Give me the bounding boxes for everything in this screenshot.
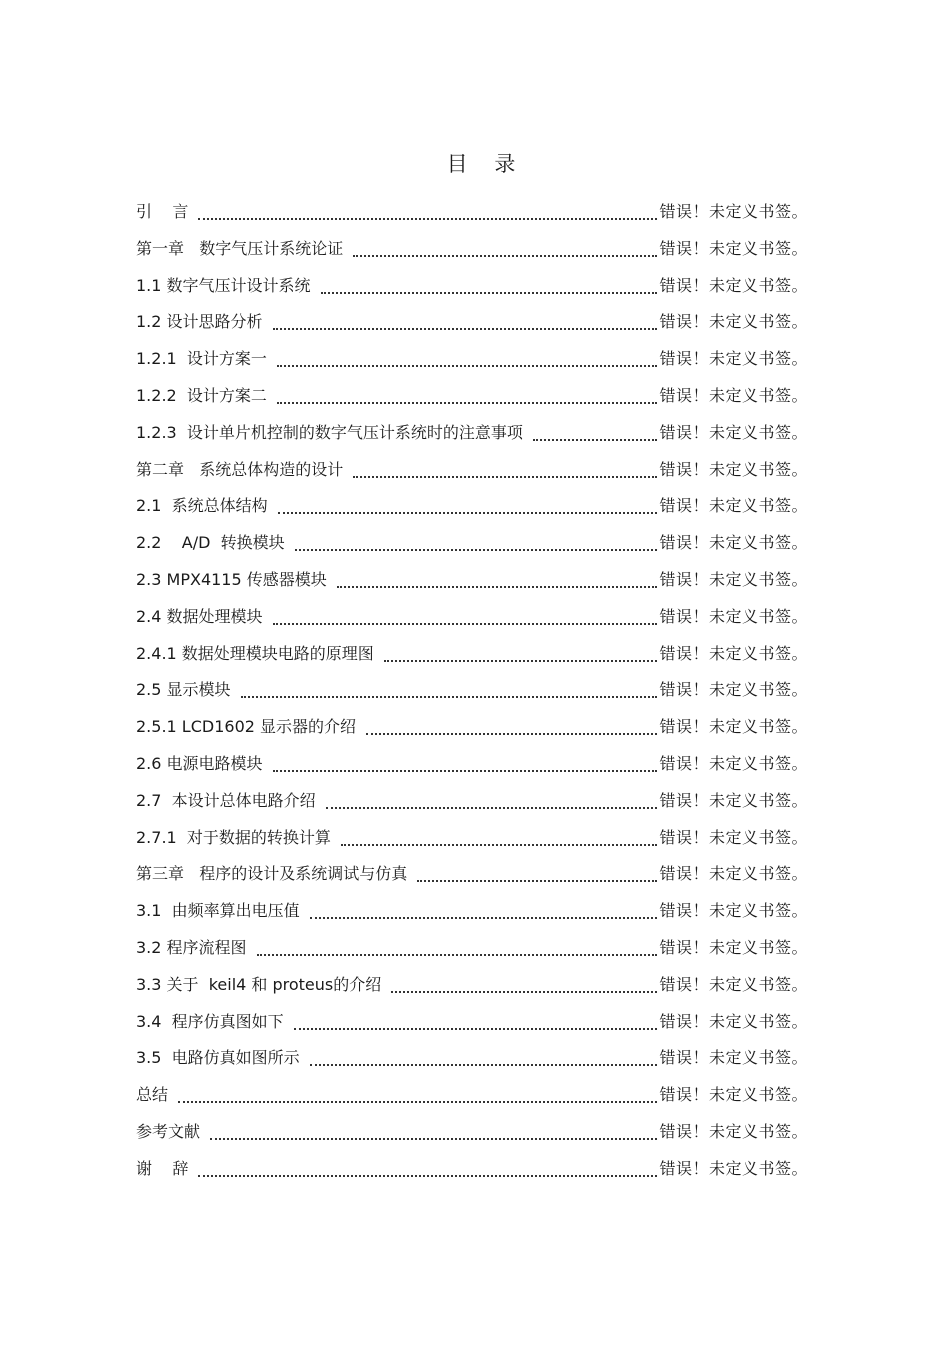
toc-dot-leader [241, 680, 658, 698]
toc-entry-label: 引 言 [136, 202, 189, 221]
toc-entry-label: 1.2.2 设计方案二 [136, 385, 267, 405]
toc-entry-label: 3.4 程序仿真图如下 [136, 1011, 284, 1031]
toc-entry-page-ref: 错误！未定义书签。 [659, 533, 808, 553]
toc-entry-page-ref: 错误！未定义书签。 [659, 275, 808, 295]
toc-entry-label: 3.3 关于 keil4 和 proteus的介绍 [136, 974, 382, 994]
toc-entry-page-ref: 错误！未定义书签。 [659, 864, 808, 884]
toc-entry-page-ref: 错误！未定义书签。 [659, 717, 808, 737]
toc-entry[interactable] [136, 784, 808, 821]
toc-dot-leader [366, 717, 657, 735]
toc-dot-leader [533, 423, 658, 441]
toc-dot-leader [353, 460, 657, 478]
toc-entry-label: 第一章 数字气压计系统论证 [136, 238, 344, 258]
toc-entry-page-ref: 错误！未定义书签。 [659, 422, 808, 442]
toc-entry-label: 2.1 系统总体结构 [136, 496, 268, 516]
toc-dot-leader [273, 312, 658, 330]
toc-entry[interactable] [136, 1041, 808, 1078]
toc-entry[interactable] [136, 931, 808, 968]
toc-entry-label: 2.3 MPX4115 传感器模块 [136, 569, 327, 589]
toc-entry-label: 3.2 程序流程图 [136, 937, 247, 957]
toc-dot-leader [310, 1048, 658, 1066]
toc-entry[interactable] [136, 894, 808, 931]
toc-dot-leader [326, 791, 658, 809]
toc-dot-leader [210, 1122, 657, 1140]
toc-entry-page-ref: 错误！未定义书签。 [659, 974, 808, 994]
toc-entry[interactable] [136, 673, 808, 710]
toc-dot-leader [294, 1012, 658, 1030]
toc-dot-leader [295, 533, 658, 551]
toc-dot-leader [353, 239, 657, 257]
toc-dot-leader [384, 644, 658, 662]
toc-entry[interactable] [136, 232, 808, 269]
toc-entry-label: 2.6 电源电路模块 [136, 753, 263, 773]
toc-entry-page-ref: 错误！未定义书签。 [659, 1121, 808, 1141]
toc-entry[interactable] [136, 968, 808, 1005]
toc-entry-page-ref: 错误！未定义书签。 [659, 238, 808, 258]
toc-entry-label: 2.4.1 数据处理模块电路的原理图 [136, 643, 374, 663]
toc-entry[interactable] [136, 489, 808, 526]
toc-entry[interactable] [136, 637, 808, 674]
toc-dot-leader [278, 496, 658, 514]
toc-entry-page-ref: 错误！未定义书签。 [659, 202, 808, 221]
toc-entry-page-ref: 错误！未定义书签。 [659, 680, 808, 700]
toc-entry[interactable] [136, 857, 808, 894]
toc-entry-label: 第三章 程序的设计及系统调试与仿真 [136, 864, 408, 884]
toc-dot-leader [417, 864, 657, 882]
toc-dot-leader [277, 349, 658, 367]
toc-entry-page-ref: 错误！未定义书签。 [659, 790, 808, 810]
toc-dot-leader [310, 901, 658, 919]
toc-entry-page-ref: 错误！未定义书签。 [659, 385, 808, 405]
toc-dot-leader [273, 754, 658, 772]
toc-entry[interactable] [136, 1005, 808, 1042]
toc-dot-leader [198, 1159, 657, 1177]
toc-entry[interactable] [136, 600, 808, 637]
toc-entry[interactable] [136, 526, 808, 563]
toc-entry[interactable] [136, 1078, 808, 1115]
toc-entry-label: 谢 辞 [136, 1158, 189, 1178]
toc-entry-page-ref: 错误！未定义书签。 [659, 753, 808, 773]
toc-entry-page-ref: 错误！未定义书签。 [659, 1085, 808, 1105]
toc-entry-label: 2.2 A/D 转换模块 [136, 533, 285, 553]
table-of-contents [136, 195, 808, 1189]
toc-dot-leader [277, 386, 658, 404]
toc-entry-page-ref: 错误！未定义书签。 [659, 606, 808, 626]
toc-dot-leader [198, 202, 657, 220]
toc-entry[interactable] [136, 269, 808, 306]
toc-entry-label: 第二章 系统总体构造的设计 [136, 459, 344, 479]
toc-entry-label: 2.7 本设计总体电路介绍 [136, 790, 316, 810]
toc-entry-label: 3.1 由频率算出电压值 [136, 901, 300, 921]
toc-dot-leader [257, 938, 658, 956]
toc-entry-page-ref: 错误！未定义书签。 [659, 1158, 808, 1178]
toc-entry-page-ref: 错误！未定义书签。 [659, 349, 808, 369]
toc-entry-page-ref: 错误！未定义书签。 [659, 937, 808, 957]
toc-entry-label: 1.2 设计思路分析 [136, 312, 263, 332]
page-title: 目 录 [446, 152, 526, 176]
toc-entry[interactable] [136, 710, 808, 747]
toc-entry-page-ref: 错误！未定义书签。 [659, 901, 808, 921]
toc-dot-leader [341, 828, 658, 846]
toc-dot-leader [391, 975, 657, 993]
toc-entry[interactable] [136, 1115, 808, 1152]
toc-entry[interactable] [136, 821, 808, 858]
toc-entry-page-ref: 错误！未定义书签。 [659, 569, 808, 589]
toc-entry-page-ref: 错误！未定义书签。 [659, 459, 808, 479]
toc-entry-label: 1.2.3 设计单片机控制的数字气压计系统时的注意事项 [136, 422, 523, 442]
toc-entry-label: 2.7.1 对于数据的转换计算 [136, 827, 331, 847]
toc-entry-label: 1.2.1 设计方案一 [136, 349, 267, 369]
toc-entry-label: 2.4 数据处理模块 [136, 606, 263, 626]
toc-dot-leader [321, 276, 658, 294]
toc-entry[interactable] [136, 453, 808, 490]
toc-entry-label: 参考文献 [136, 1121, 201, 1141]
toc-entry-label: 2.5.1 LCD1602 显示器的介绍 [136, 717, 357, 737]
toc-entry[interactable] [136, 195, 808, 232]
toc-entry-label: 2.5 显示模块 [136, 680, 231, 700]
toc-entry[interactable] [136, 747, 808, 784]
toc-entry-page-ref: 错误！未定义书签。 [659, 1011, 808, 1031]
toc-entry-page-ref: 错误！未定义书签。 [659, 643, 808, 663]
toc-entry[interactable] [136, 563, 808, 600]
toc-entry-label: 总结 [136, 1085, 169, 1105]
toc-dot-leader [337, 570, 658, 588]
toc-entry-page-ref: 错误！未定义书签。 [659, 312, 808, 332]
toc-dot-leader [273, 607, 658, 625]
toc-entry-page-ref: 错误！未定义书签。 [659, 827, 808, 847]
toc-entry[interactable] [136, 416, 808, 453]
toc-entry[interactable] [136, 1152, 808, 1189]
toc-entry[interactable] [136, 305, 808, 342]
toc-entry-label: 1.1 数字气压计设计系统 [136, 275, 311, 295]
toc-entry[interactable] [136, 342, 808, 379]
toc-entry[interactable] [136, 379, 808, 416]
toc-entry-page-ref: 错误！未定义书签。 [659, 1048, 808, 1068]
toc-entry-label: 3.5 电路仿真如图所示 [136, 1048, 300, 1068]
toc-dot-leader [178, 1085, 657, 1103]
toc-entry-page-ref: 错误！未定义书签。 [659, 496, 808, 516]
